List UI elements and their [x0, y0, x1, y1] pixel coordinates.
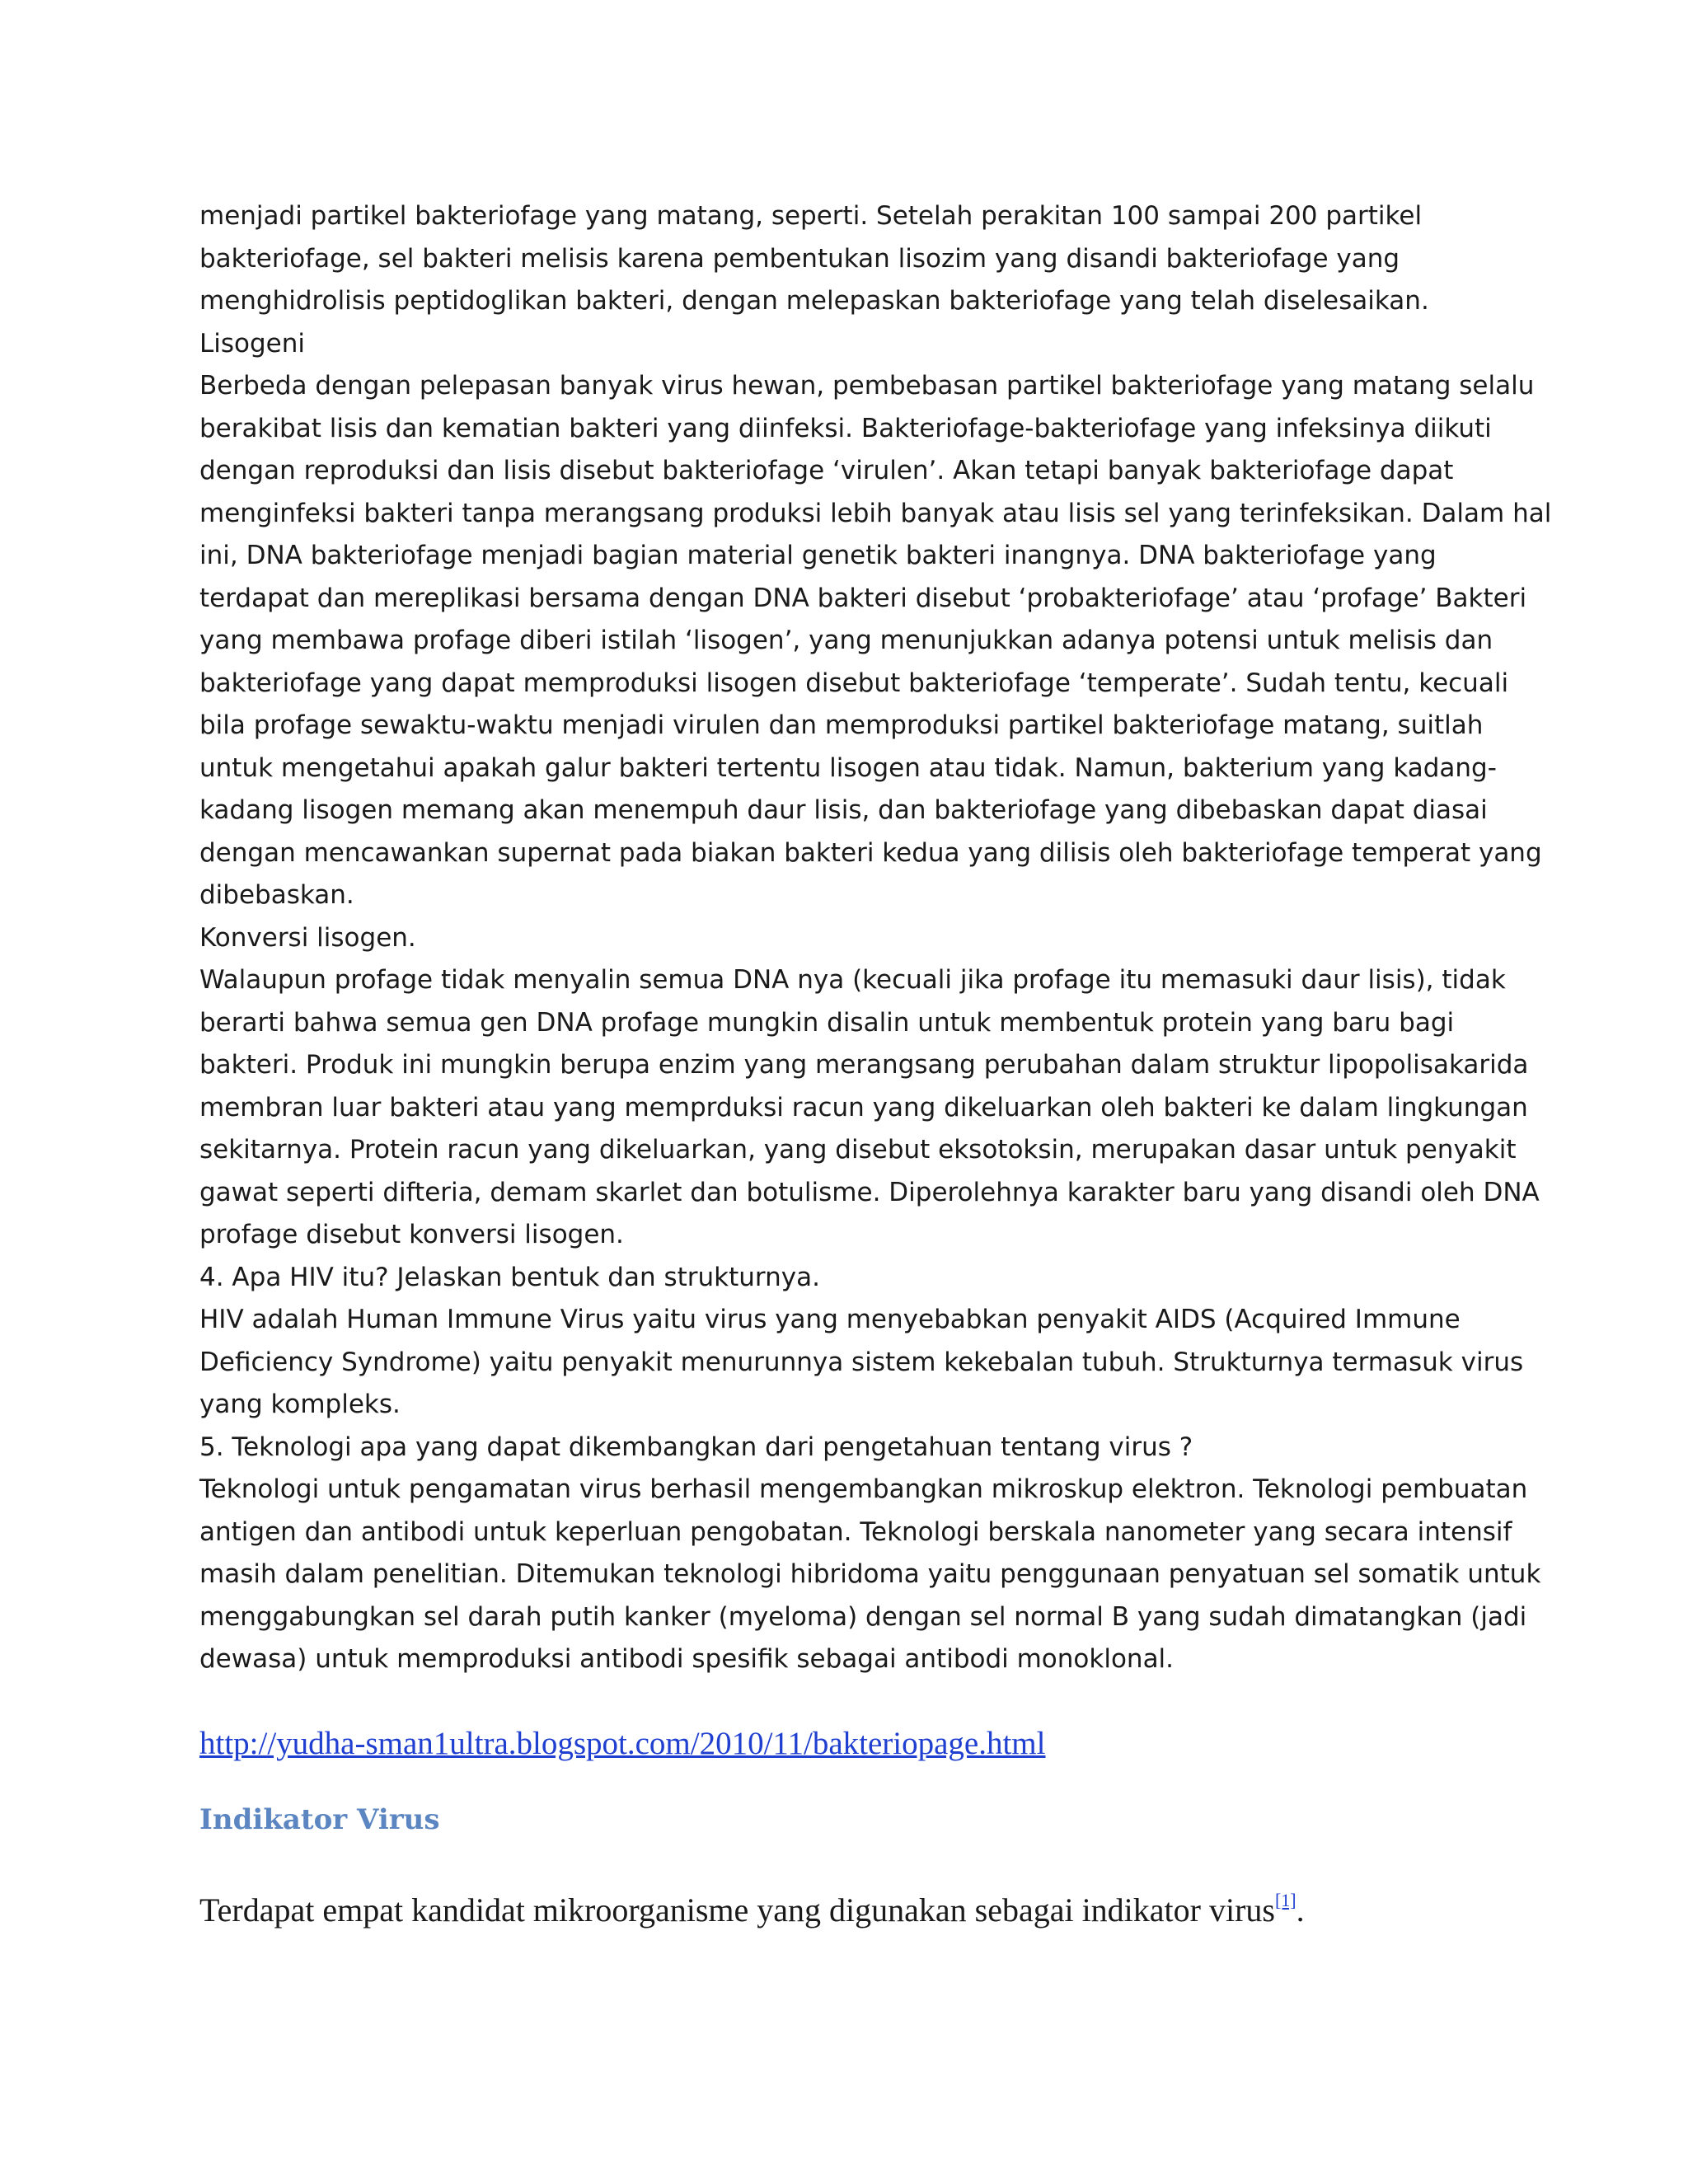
text-line: yang kompleks.: [199, 1390, 401, 1419]
text-line: berakibat lisis dan kematian bakteri yang diinfeksi. Bakteriofage-bakteriofage yang infeksinya diikuti: [199, 413, 1492, 443]
text-line: bakteriofage, sel bakteri melisis karena pembentukan lisozim yang disandi bakteriofage yang: [199, 243, 1400, 274]
text-line: membran luar bakteri atau yang memprduksi racun yang dikeluarkan oleh bakteri ke dalam lingkungan: [199, 1092, 1528, 1122]
text-line: bakteri. Produk ini mungkin berupa enzim yang merangsang perubahan dalam struktur lipopolisakarida: [199, 1050, 1529, 1080]
body-text: [199, 195, 1552, 1681]
text-line: ini, DNA bakteriofage menjadi bagian material genetik bakteri inangnya. DNA bakteriofage yang: [199, 541, 1437, 570]
text-line: HIV adalah Human Immune Virus yaitu virus yang menyebabkan penyakit AIDS (Acquired Immune: [199, 1305, 1461, 1334]
indicator-paragraph: [199, 1879, 1305, 1932]
text-line: berarti bahwa semua gen DNA profage mungkin disalin untuk membentuk protein yang baru bagi: [199, 1007, 1455, 1038]
footnote-link[interactable]: [1]: [1274, 1890, 1296, 1910]
text-line: antigen dan antibodi untuk keperluan pengobatan. Teknologi berskala nanometer yang secara intensif: [199, 1516, 1512, 1547]
text-line: Berbeda dengan pelepasan banyak virus hewan, pembebasan partikel bakteriofage yang matang selalu: [199, 371, 1535, 401]
text-line: profage disebut konversi lisogen.: [199, 1220, 624, 1249]
source-link[interactable]: http://yudha-sman1ultra.blogspot.com/2010/11/bakteriopage.html: [199, 1726, 1046, 1761]
question-5: 5. Teknologi apa yang dapat dikembangkan dari pengetahuan tentang virus ?: [199, 1432, 1193, 1462]
text-line: masih dalam penelitian. Ditemukan teknologi hibridoma yaitu penggunaan penyatuan sel somatik untuk: [199, 1559, 1541, 1589]
text-line: bakteriofage yang dapat memproduksi lisogen disebut bakteriofage ‘temperate’. Sudah tentu, kecuali: [199, 668, 1509, 698]
text-line: terdapat dan mereplikasi bersama dengan DNA bakteri disebut ‘probakteriofage’ atau ‘profage’ Bakteri: [199, 583, 1527, 613]
subheading-lisogeni: Lisogeni: [199, 328, 306, 359]
text-line: yang membawa profage diberi istilah ‘lisogen’, yang menunjukkan adanya potensi untuk melisis dan: [199, 626, 1493, 655]
question-4: 4. Apa HIV itu? Jelaskan bentuk dan strukturnya.: [199, 1262, 820, 1292]
subheading-konversi-lisogen: Konversi lisogen.: [199, 922, 416, 953]
text-line: dewasa) untuk memproduksi antibodi spesifik sebagai antibodi monoklonal.: [199, 1644, 1175, 1674]
text-line: bila profage sewaktu-waktu menjadi virulen dan memproduksi partikel bakteriofage matang, suitlah: [199, 710, 1484, 740]
text-line: untuk mengetahui apakah galur bakteri tertentu lisogen atau tidak. Namun, bakterium yang kadang-: [199, 752, 1497, 783]
text-line: gawat seperti difteria, demam skarlet dan botulisme. Diperolehnya karakter baru yang disandi oleh DNA: [199, 1177, 1540, 1207]
paragraph-text: Terdapat empat kandidat mikroorganisme yang digunakan sebagai indikator virus: [199, 1891, 1275, 1929]
text-line: dengan reproduksi dan lisis disebut bakteriofage ‘virulen’. Akan tetapi banyak bakteriofage dapat: [199, 456, 1454, 485]
text-line: menghidrolisis peptidoglikan bakteri, dengan melepaskan bakteriofage yang telah diselesaikan.: [199, 286, 1429, 316]
text-line: kadang lisogen memang akan menempuh daur lisis, dan bakteriofage yang dibebaskan dapat diasai: [199, 795, 1488, 825]
text-line: menggabungkan sel darah putih kanker (myeloma) dengan sel normal B yang sudah dimatangkan (jadi: [199, 1601, 1527, 1632]
text-line: menjadi partikel bakteriofage yang matang, seperti. Setelah perakitan 100 sampai 200 partikel: [199, 201, 1423, 231]
text-line: menginfeksi bakteri tanpa merangsang produksi lebih banyak atau lisis sel yang terinfeksikan. Dalam hal: [199, 498, 1552, 528]
text-line: Walaupun profage tidak menyalin semua DNA nya (kecuali jika profage itu memasuki daur lisis), tidak: [199, 965, 1506, 995]
text-line: sekitarnya. Protein racun yang dikeluarkan, yang disebut eksotoksin, merupakan dasar untuk penyakit: [199, 1135, 1517, 1165]
text-line: dibebaskan.: [199, 880, 354, 910]
section-heading: Indikator Virus: [199, 1803, 440, 1836]
text-line: dengan mencawankan supernat pada biakan bakteri kedua yang dilisis oleh bakteriofage temperat yang: [199, 837, 1542, 868]
text-line: Deficiency Syndrome) yaitu penyakit menurunnya sistem kekebalan tubuh. Strukturnya termasuk virus: [199, 1347, 1524, 1377]
paragraph-period: .: [1296, 1891, 1305, 1929]
text-line: Teknologi untuk pengamatan virus berhasil mengembangkan mikroskup elektron. Teknologi pembuatan: [199, 1474, 1528, 1504]
